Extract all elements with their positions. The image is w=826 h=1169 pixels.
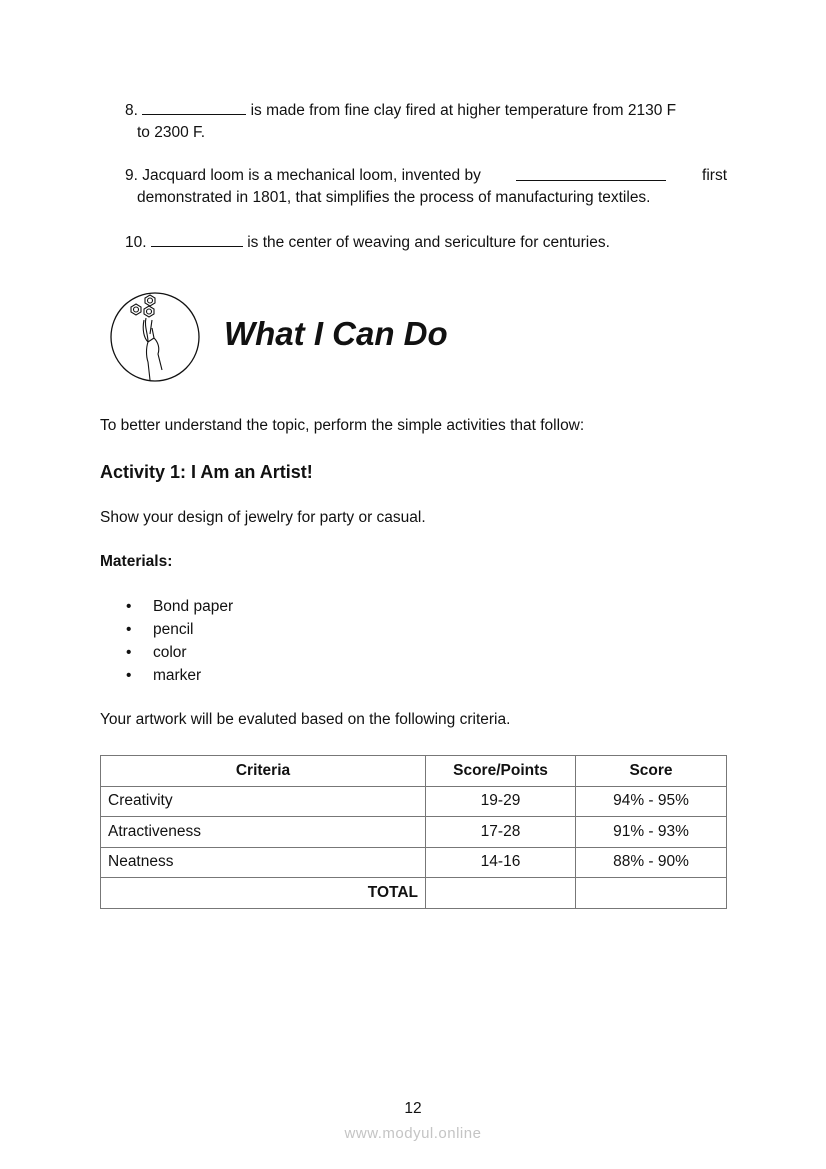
page-number: 12 — [404, 1100, 422, 1117]
watermark: www.modyul.online — [344, 1125, 482, 1142]
question-10 — [125, 233, 610, 252]
table-row — [101, 786, 727, 817]
list-item: • marker — [126, 667, 202, 684]
list-item: • color — [126, 644, 187, 661]
question-number: 10. — [125, 234, 147, 251]
material: Bond paper — [152, 598, 234, 615]
criteria-table — [100, 755, 727, 909]
materials-label: Materials: — [100, 553, 173, 570]
cell: 94% - 95% — [576, 786, 727, 817]
column-header: Criteria — [101, 756, 426, 787]
hand-with-gears-icon — [108, 290, 202, 384]
question-text-cont: demonstrated in 1801, that simplifies the process of manufacturing textiles. — [137, 189, 651, 206]
cell: 17-28 — [426, 817, 576, 848]
cell: 91% - 93% — [576, 817, 727, 848]
answer-blank — [142, 101, 246, 115]
question-number: 8. — [125, 102, 138, 119]
cell: Atractiveness — [101, 817, 426, 848]
question-text-cont: to 2300 F. — [137, 124, 206, 141]
answer-blank — [151, 233, 243, 247]
total-score-cell — [576, 878, 727, 909]
cell: Creativity — [101, 786, 426, 817]
column-header: Score/Points — [426, 756, 576, 787]
cell: Neatness — [101, 847, 426, 878]
activity-title: Activity 1: I Am an Artist! — [100, 462, 313, 482]
material: pencil — [152, 621, 194, 638]
question-text: Jacquard loom is a mechanical loom, invented by — [142, 167, 481, 184]
total-label: TOTAL — [101, 878, 426, 909]
section-title: What I Can Do — [224, 315, 448, 352]
material: marker — [152, 667, 202, 684]
activity-instruction: Show your design of jewelry for party or casual. — [100, 509, 426, 526]
list-item: • pencil — [126, 621, 194, 638]
cell: 19-29 — [426, 786, 576, 817]
question-text: first — [702, 167, 727, 184]
cell: 88% - 90% — [576, 847, 727, 878]
question-text: is made from fine clay fired at higher temperature from 2130 F — [250, 102, 677, 119]
cell: 14-16 — [426, 847, 576, 878]
table-header-row — [101, 756, 727, 787]
criteria-intro: Your artwork will be evaluted based on the following criteria. — [100, 711, 511, 728]
table-row — [101, 817, 727, 848]
column-header: Score — [576, 756, 727, 787]
answer-blank — [516, 167, 666, 181]
total-row — [101, 878, 727, 909]
intro-text: To better understand the topic, perform the simple activities that follow: — [100, 417, 585, 434]
total-points-cell — [426, 878, 576, 909]
table-row — [101, 847, 727, 878]
question-8 — [125, 101, 676, 120]
list-item: • Bond paper — [126, 598, 234, 615]
question-text: is the center of weaving and sericulture for centuries. — [247, 234, 610, 251]
question-9 — [125, 167, 727, 185]
material: color — [152, 644, 187, 661]
question-number: 9. — [125, 167, 138, 184]
